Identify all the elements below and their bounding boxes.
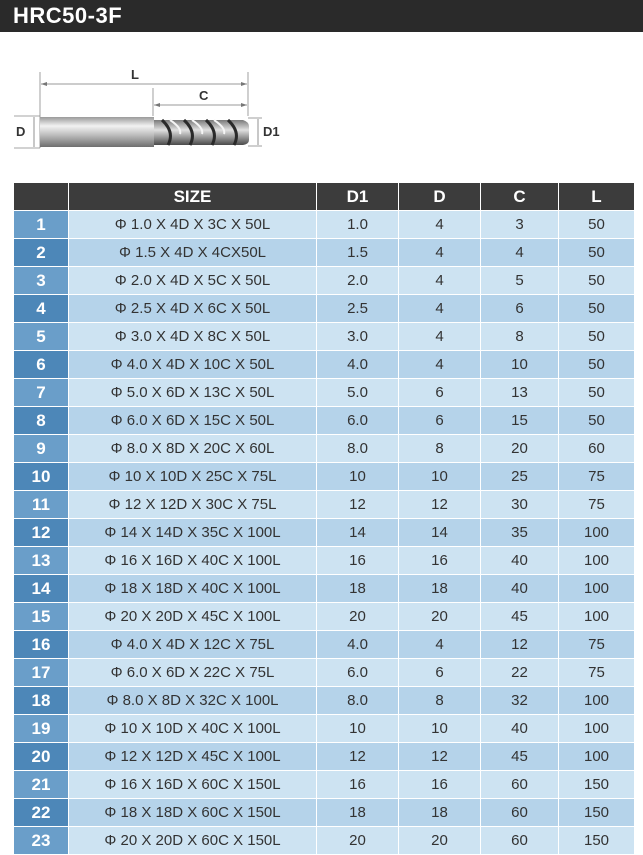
l-cell: 75 [559,463,635,491]
d1-cell: 4.0 [317,351,399,379]
row-index: 1 [14,211,69,239]
size-cell: Φ 2.0 X 4D X 5C X 50L [69,267,317,295]
l-cell: 50 [559,267,635,295]
row-index: 6 [14,351,69,379]
page-title: HRC50-3F [13,3,123,28]
l-cell: 100 [559,743,635,771]
d1-cell: 2.0 [317,267,399,295]
row-index: 13 [14,547,69,575]
table-row [14,799,635,827]
d-cell: 6 [399,659,481,687]
c-cell: 25 [481,463,559,491]
table-row [14,463,635,491]
d1-cell: 4.0 [317,631,399,659]
row-index: 21 [14,771,69,799]
header-size: SIZE [69,183,317,211]
row-index: 11 [14,491,69,519]
table-row [14,491,635,519]
l-cell: 100 [559,519,635,547]
d-cell: 4 [399,631,481,659]
size-cell: Φ 1.5 X 4D X 4CX50L [69,239,317,267]
c-cell: 10 [481,351,559,379]
d-cell: 10 [399,463,481,491]
label-L: L [131,67,139,82]
table-row [14,575,635,603]
spec-table [13,182,635,855]
row-index: 19 [14,715,69,743]
l-cell: 50 [559,239,635,267]
header-index [14,183,69,211]
table-row [14,743,635,771]
d1-cell: 14 [317,519,399,547]
d-cell: 16 [399,771,481,799]
row-index: 12 [14,519,69,547]
label-D1: D1 [263,124,280,139]
header-c: C [481,183,559,211]
d1-cell: 16 [317,547,399,575]
table-body [14,211,635,855]
size-cell: Φ 10 X 10D X 25C X 75L [69,463,317,491]
c-cell: 60 [481,827,559,855]
table-row [14,239,635,267]
d1-cell: 12 [317,743,399,771]
d1-cell: 20 [317,827,399,855]
row-index: 7 [14,379,69,407]
d-cell: 12 [399,743,481,771]
table-row [14,379,635,407]
table-row [14,295,635,323]
header-d: D [399,183,481,211]
l-cell: 50 [559,351,635,379]
l-cell: 50 [559,211,635,239]
d1-cell: 8.0 [317,435,399,463]
table-row [14,519,635,547]
c-cell: 40 [481,547,559,575]
title-bar [0,0,643,32]
row-index: 5 [14,323,69,351]
d-cell: 20 [399,827,481,855]
c-cell: 35 [481,519,559,547]
d-cell: 6 [399,379,481,407]
size-cell: Φ 20 X 20D X 45C X 100L [69,603,317,631]
size-cell: Φ 8.0 X 8D X 20C X 60L [69,435,317,463]
l-cell: 75 [559,631,635,659]
row-index: 15 [14,603,69,631]
d1-cell: 6.0 [317,407,399,435]
l-cell: 50 [559,295,635,323]
size-cell: Φ 12 X 12D X 30C X 75L [69,491,317,519]
c-cell: 40 [481,715,559,743]
d-cell: 16 [399,547,481,575]
c-cell: 13 [481,379,559,407]
size-cell: Φ 14 X 14D X 35C X 100L [69,519,317,547]
c-cell: 45 [481,743,559,771]
c-cell: 6 [481,295,559,323]
d1-cell: 12 [317,491,399,519]
d-cell: 8 [399,435,481,463]
size-cell: Φ 16 X 16D X 40C X 100L [69,547,317,575]
table-row [14,631,635,659]
size-cell: Φ 16 X 16D X 60C X 150L [69,771,317,799]
d-cell: 18 [399,799,481,827]
size-cell: Φ 2.5 X 4D X 6C X 50L [69,295,317,323]
d1-cell: 1.5 [317,239,399,267]
table-row [14,435,635,463]
l-cell: 50 [559,407,635,435]
c-cell: 5 [481,267,559,295]
table-row [14,715,635,743]
l-cell: 50 [559,379,635,407]
l-cell: 100 [559,715,635,743]
row-index: 20 [14,743,69,771]
l-cell: 60 [559,435,635,463]
label-D: D [16,124,26,139]
table-row [14,827,635,855]
d1-cell: 8.0 [317,687,399,715]
table-row [14,771,635,799]
c-cell: 8 [481,323,559,351]
row-index: 9 [14,435,69,463]
table-row [14,323,635,351]
d-cell: 4 [399,351,481,379]
table-row [14,351,635,379]
c-cell: 15 [481,407,559,435]
d1-cell: 20 [317,603,399,631]
c-cell: 4 [481,239,559,267]
size-cell: Φ 6.0 X 6D X 22C X 75L [69,659,317,687]
l-cell: 75 [559,491,635,519]
c-cell: 30 [481,491,559,519]
row-index: 18 [14,687,69,715]
c-cell: 3 [481,211,559,239]
d1-cell: 10 [317,463,399,491]
d1-cell: 1.0 [317,211,399,239]
d1-cell: 5.0 [317,379,399,407]
size-cell: Φ 20 X 20D X 60C X 150L [69,827,317,855]
row-index: 16 [14,631,69,659]
l-cell: 150 [559,799,635,827]
row-index: 23 [14,827,69,855]
l-cell: 100 [559,687,635,715]
size-cell: Φ 4.0 X 4D X 10C X 50L [69,351,317,379]
d-cell: 4 [399,295,481,323]
d-cell: 18 [399,575,481,603]
d-cell: 4 [399,239,481,267]
row-index: 2 [14,239,69,267]
table-row [14,547,635,575]
d1-cell: 2.5 [317,295,399,323]
table-row [14,687,635,715]
l-cell: 100 [559,547,635,575]
d1-cell: 10 [317,715,399,743]
c-cell: 40 [481,575,559,603]
table-row [14,659,635,687]
c-cell: 32 [481,687,559,715]
size-cell: Φ 18 X 18D X 40C X 100L [69,575,317,603]
d-cell: 4 [399,211,481,239]
label-C: C [199,88,209,103]
size-cell: Φ 1.0 X 4D X 3C X 50L [69,211,317,239]
row-index: 4 [14,295,69,323]
d-cell: 4 [399,323,481,351]
d-cell: 14 [399,519,481,547]
d1-cell: 3.0 [317,323,399,351]
row-index: 22 [14,799,69,827]
table-row [14,211,635,239]
d-cell: 6 [399,407,481,435]
row-index: 10 [14,463,69,491]
size-cell: Φ 18 X 18D X 60C X 150L [69,799,317,827]
size-cell: Φ 4.0 X 4D X 12C X 75L [69,631,317,659]
d1-cell: 6.0 [317,659,399,687]
d-cell: 10 [399,715,481,743]
size-cell: Φ 8.0 X 8D X 32C X 100L [69,687,317,715]
c-cell: 20 [481,435,559,463]
table-row [14,603,635,631]
header-l: L [559,183,635,211]
d-cell: 20 [399,603,481,631]
size-cell: Φ 10 X 10D X 40C X 100L [69,715,317,743]
d1-cell: 18 [317,799,399,827]
d-cell: 12 [399,491,481,519]
table-header-row [14,183,635,211]
table-row [14,267,635,295]
row-index: 17 [14,659,69,687]
row-index: 8 [14,407,69,435]
c-cell: 45 [481,603,559,631]
c-cell: 22 [481,659,559,687]
l-cell: 150 [559,771,635,799]
header-d1: D1 [317,183,399,211]
row-index: 14 [14,575,69,603]
l-cell: 50 [559,323,635,351]
size-cell: Φ 3.0 X 4D X 8C X 50L [69,323,317,351]
row-index: 3 [14,267,69,295]
c-cell: 60 [481,771,559,799]
d1-cell: 16 [317,771,399,799]
l-cell: 150 [559,827,635,855]
size-cell: Φ 5.0 X 6D X 13C X 50L [69,379,317,407]
size-cell: Φ 12 X 12D X 45C X 100L [69,743,317,771]
size-cell: Φ 6.0 X 6D X 15C X 50L [69,407,317,435]
end-mill-diagram [0,56,300,166]
d-cell: 8 [399,687,481,715]
c-cell: 12 [481,631,559,659]
table-row [14,407,635,435]
l-cell: 75 [559,659,635,687]
c-cell: 60 [481,799,559,827]
l-cell: 100 [559,603,635,631]
d-cell: 4 [399,267,481,295]
d1-cell: 18 [317,575,399,603]
l-cell: 100 [559,575,635,603]
